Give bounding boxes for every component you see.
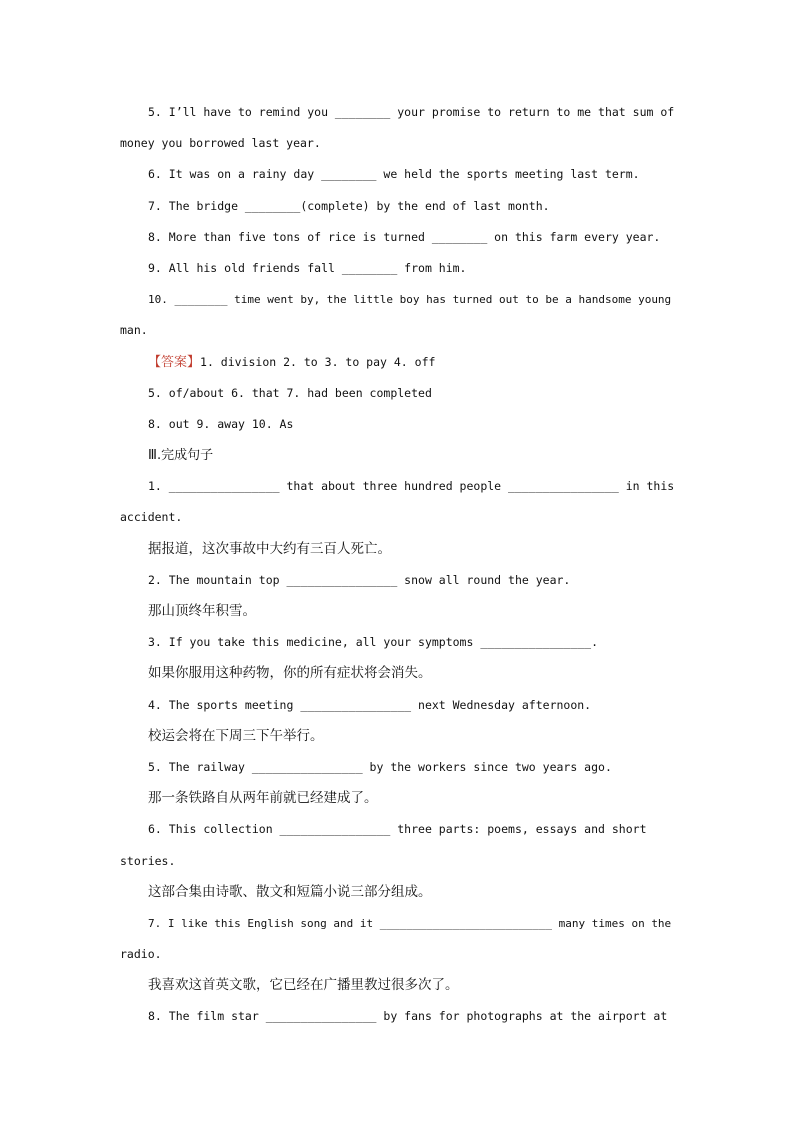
- sentence-3-en: 3. If you take this medicine, all your symptoms ________________.: [148, 635, 599, 650]
- sentence-1-en-line2: accident.: [120, 510, 183, 525]
- section-3-title: Ⅲ.完成句子: [148, 448, 214, 464]
- sentence-2-cn: 那山顶终年积雪。: [148, 603, 256, 619]
- answers-line2: 5. of/about 6. that 7. had been completed: [148, 385, 432, 400]
- sentence-5-en: 5. The railway ________________ by the workers since two years ago.: [148, 759, 612, 774]
- sentence-5-cn: 那一条铁路自从两年前就已经建成了。: [148, 790, 378, 807]
- question-9: 9. All his old friends fall ________ from him.: [148, 260, 467, 275]
- question-6: 6. It was on a rainy day ________ we held the sports meeting last term.: [148, 167, 640, 182]
- sentence-4-cn: 校运会将在下周三下午举行。: [148, 727, 324, 744]
- sentence-7-en-line1: 7. I like this English song and it __________________________ many times on the: [148, 916, 672, 930]
- sentence-2-en: 2. The mountain top ________________ snow all round the year.: [148, 572, 571, 587]
- sentence-4-en: 4. The sports meeting ________________ next Wednesday afternoon.: [148, 697, 592, 712]
- sentence-1-en-line1: 1. ________________ that about three hundred people ________________ in this: [148, 479, 675, 494]
- sentence-6-cn: 这部合集由诗歌、散文和短篇小说三部分组成。: [148, 883, 432, 900]
- sentence-1-cn: 据报道，这次事故中大约有三百人死亡。: [148, 540, 391, 557]
- question-5-line1: 5. I’ll have to remind you ________ your promise to return to me that sum of: [148, 105, 675, 119]
- answers-line3: 8. out 9. away 10. As: [148, 416, 294, 431]
- sentence-7-en-line2: radio.: [120, 947, 162, 962]
- question-7: 7. The bridge ________(complete) by the end of last month.: [148, 198, 550, 213]
- question-5-line2: money you borrowed last year.: [120, 136, 321, 151]
- sentence-3-cn: 如果你服用这种药物，你的所有症状将会消失。: [148, 665, 432, 682]
- sentence-6-en-line2: stories.: [120, 853, 176, 868]
- answers-text-1: 1. division 2. to 3. to pay 4. off: [200, 354, 436, 369]
- question-8: 8. More than five tons of rice is turned ________ on this farm every year.: [148, 229, 661, 244]
- sentence-7-cn: 我喜欢这首英文歌，它已经在广播里教过很多次了。: [148, 977, 459, 994]
- answers-line1: [120, 347, 675, 378]
- sentence-6-en-line1: 6. This collection ________________ three parts: poems, essays and short: [148, 822, 647, 837]
- sentence-8-en: 8. The film star ________________ by fans for photographs at the airport at: [148, 1009, 668, 1024]
- document-page: [120, 97, 675, 1033]
- question-10-line2: man.: [120, 323, 148, 338]
- answer-tag: 【答案】: [148, 354, 201, 370]
- question-10-line1: 10. ________ time went by, the little boy has turned out to be a handsome young: [148, 293, 672, 307]
